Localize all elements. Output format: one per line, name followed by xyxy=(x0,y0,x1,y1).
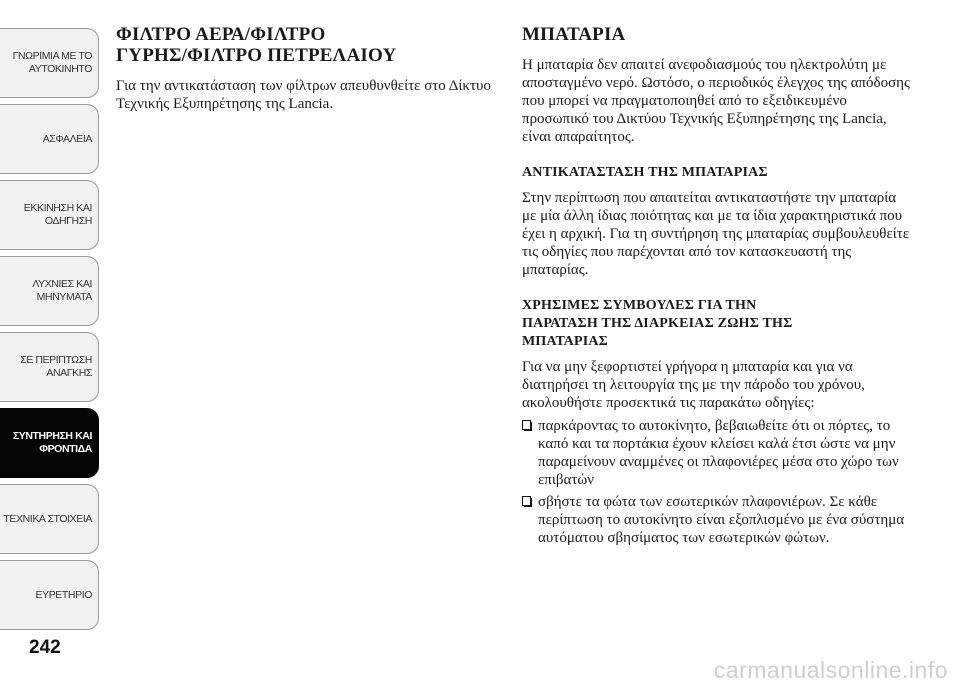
battery-section xyxy=(522,24,910,551)
filters-title xyxy=(116,24,496,66)
tab-maintenance-care[interactable] xyxy=(0,408,99,478)
tab-label-line1: ΤΕΧΝΙΚΑ ΣΤΟΙΧΕΙΑ xyxy=(3,512,92,525)
tab-label-line2: ΦΡΟΝΤΙΔΑ xyxy=(39,443,92,455)
battery-tips-heading xyxy=(522,297,910,351)
filters-section xyxy=(116,24,496,113)
battery-tips-heading-line1: ΧΡΗΣΙΜΕΣ ΣΥΜΒΟΥΛΕΣ ΓΙΑ ΤΗΝ xyxy=(522,298,757,313)
battery-intro: Η μπαταρία δεν απαιτεί ανεφοδιασμούς του ηλεκτρολύτη με αποσταγμένο νερό. Ωστόσο, ο περιοδικός έλεγχος της απόδοσης που μπορεί να πραγματοποιηθεί από το εξειδικευμένο προσωπικό του Δικτύου Τεχνικής Εξυπηρέτησης της Lancia, είναι απαραίτητος. xyxy=(522,57,910,145)
tab-starting-driving[interactable] xyxy=(0,180,99,250)
checkbox-bullet-icon xyxy=(522,496,531,506)
battery-tips-heading-line2: ΠΑΡΑΤΑΣΗ ΤΗΣ ΔΙΑΡΚΕΙΑΣ ΖΩΗΣ ΤΗΣ xyxy=(522,316,793,331)
tab-label-line1: ΛΥΧΝΙΕΣ ΚΑΙ xyxy=(32,278,92,290)
tab-label-line2: ΜΗΝΥΜΑΤΑ xyxy=(36,291,92,303)
watermark: carmanualsonline.info xyxy=(713,657,948,683)
tab-label-line1: ΕΚΚΙΝΗΣΗ ΚΑΙ xyxy=(23,202,92,214)
tab-technical-data[interactable] xyxy=(0,484,99,554)
battery-title: ΜΠΑΤΑΡΙΑ xyxy=(522,24,626,45)
battery-replacement-heading: ΑΝΤΙΚΑΤΑΣΤΑΣΗ ΤΗΣ ΜΠΑΤΑΡΙΑΣ xyxy=(522,165,768,180)
battery-tips-heading-line3: ΜΠΑΤΑΡΙΑΣ xyxy=(522,334,609,349)
tab-label-line2: ΟΔΗΓΗΣΗ xyxy=(44,215,92,227)
battery-tips-list xyxy=(522,417,910,547)
battery-replacement-body: Στην περίπτωση που απαιτείται αντικαταστήστε την μπαταρία με μία άλλη ίδιας ποιότητας και με τα ίδια χαρακτηριστικά που έχει η αρχική. Για τη συντήρηση της μπαταρίας συμβουλευθείτε τις οδηγίες που παρέχονται από τον κατασκευαστή της μπαταρίας. xyxy=(522,190,910,278)
list-item-text: παρκάροντας το αυτοκίνητο, βεβαιωθείτε ότι οι πόρτες, το καπό και τα πορτάκια έχουν κλείσει καλά έτσι ώστε να μην παραμείνουν αναμμένες οι πλαφονιέρες μέσα στο χώρο των επιβατών xyxy=(538,418,899,488)
filters-title-line1: ΦΙΛΤΡΟ ΑΕΡΑ/ΦΙΛΤΡΟ xyxy=(116,24,326,45)
tab-label-line2: ΑΝΑΓΚΗΣ xyxy=(46,367,92,379)
tab-getting-to-know-car[interactable] xyxy=(0,28,99,98)
tab-label-line1: ΣΕ ΠΕΡΙΠΤΩΣΗ xyxy=(20,354,92,366)
filters-body: Για την αντικατάσταση των φίλτρων απευθυνθείτε στο Δίκτυο Τεχνικής Εξυπηρέτησης της Lancia. xyxy=(116,78,491,112)
tab-emergency[interactable] xyxy=(0,332,99,402)
tab-index[interactable] xyxy=(0,560,99,630)
tab-label-line1: ΑΣΦΑΛΕΙΑ xyxy=(42,132,92,145)
tab-label-line1: ΣΥΝΤΗΡΗΣΗ ΚΑΙ xyxy=(12,430,92,442)
tab-safety[interactable] xyxy=(0,104,99,174)
battery-tips-body: Για να μην ξεφορτιστεί γρήγορα η μπαταρία και για να διατηρήσει τη λειτουργία της με την πάροδο του χρόνου, ακολουθήστε προσεκτικά τις παρακάτω οδηγίες: xyxy=(522,359,865,411)
page-number: 242 xyxy=(29,637,61,658)
tab-label-line2: ΑΥΤΟΚΙΝΗΤΟ xyxy=(28,63,92,75)
list-item-text: σβήστε τα φώτα των εσωτερικών πλαφονιέρων. Σε κάθε περίπτωση το αυτοκίνητο είναι εξοπλισμένο με ένα σύστημα αυτόματου σβησίματος των εσωτερικών φώτων. xyxy=(538,494,905,546)
filters-title-line2: ΓΥΡΗΣ/ΦΙΛΤΡΟ ΠΕΤΡΕΛΑΙΟΥ xyxy=(116,45,397,66)
tab-label-line1: ΓΝΩΡΙΜΙΑ ΜΕ ΤΟ xyxy=(12,50,92,62)
tab-label-line1: ΕΥΡΕΤΗΡΙΟ xyxy=(35,588,92,601)
tab-warning-lights[interactable] xyxy=(0,256,99,326)
checkbox-bullet-icon xyxy=(522,420,531,430)
list-item xyxy=(522,417,910,489)
list-item xyxy=(522,493,910,547)
